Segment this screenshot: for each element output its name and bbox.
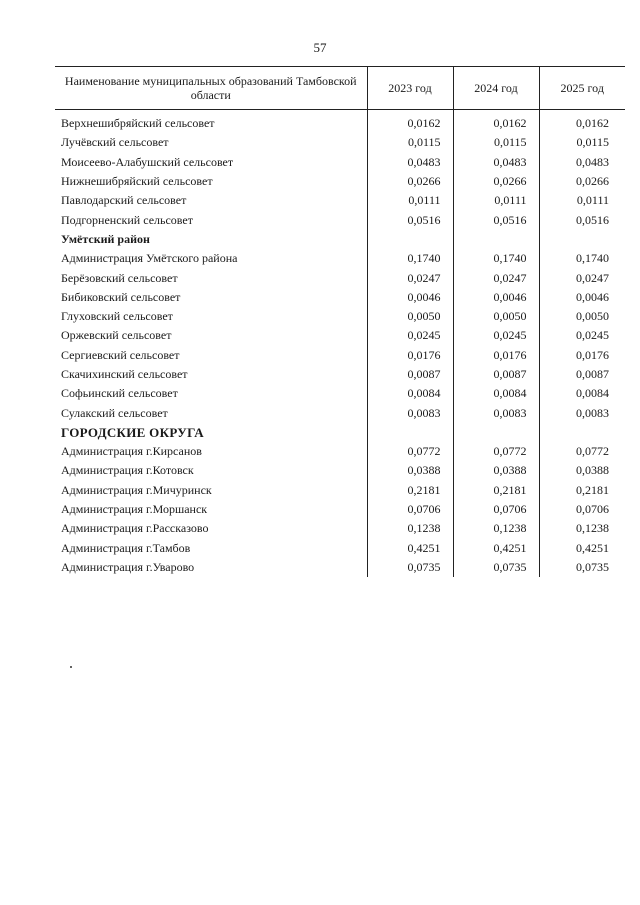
table-row bbox=[55, 442, 625, 461]
row-name: Администрация г.Рассказово bbox=[61, 521, 209, 536]
value-2023: 0,1238 bbox=[367, 519, 453, 538]
row-name: Администрация г.Мичуринск bbox=[61, 482, 212, 497]
value-2024: 0,0735 bbox=[453, 558, 539, 577]
row-name: Оржевский сельсовет bbox=[61, 328, 172, 343]
value-2025 bbox=[539, 230, 625, 249]
row-name: Администрация г.Моршанск bbox=[61, 502, 208, 517]
value-2024: 0,4251 bbox=[453, 539, 539, 558]
value-2023: 0,1740 bbox=[367, 249, 453, 268]
row-name: Бибиковский сельсовет bbox=[61, 289, 181, 304]
row-name: Администрация г.Тамбов bbox=[61, 540, 191, 555]
value-2025: 0,0046 bbox=[539, 288, 625, 307]
value-2023: 0,0706 bbox=[367, 500, 453, 519]
header-2025: 2025 год bbox=[539, 67, 625, 110]
value-2023: 0,0266 bbox=[367, 172, 453, 191]
table-row bbox=[55, 288, 625, 307]
value-2023: 0,0245 bbox=[367, 326, 453, 345]
value-2025: 0,0087 bbox=[539, 365, 625, 384]
value-2024: 0,0483 bbox=[453, 153, 539, 172]
value-2025: 0,0483 bbox=[539, 153, 625, 172]
table-row bbox=[55, 365, 625, 384]
header-name: Наименование муниципальных образований Тамбовской области bbox=[55, 67, 367, 110]
row-name: Софьинский сельсовет bbox=[61, 386, 178, 401]
section-row bbox=[55, 230, 625, 249]
value-2025: 0,0115 bbox=[539, 133, 625, 152]
table-row bbox=[55, 384, 625, 403]
table-row bbox=[55, 500, 625, 519]
value-2024: 0,0050 bbox=[453, 307, 539, 326]
value-2023: 0,2181 bbox=[367, 481, 453, 500]
value-2023: 0,4251 bbox=[367, 539, 453, 558]
value-2025: 0,4251 bbox=[539, 539, 625, 558]
table-row bbox=[55, 519, 625, 538]
value-2025 bbox=[539, 423, 625, 442]
row-name: Администрация г.Котовск bbox=[61, 463, 194, 478]
row-name: Моисеево-Алабушский сельсовет bbox=[61, 154, 234, 169]
table-row bbox=[55, 153, 625, 172]
row-name: Подгорненский сельсовет bbox=[61, 212, 193, 227]
value-2025: 0,2181 bbox=[539, 481, 625, 500]
value-2023: 0,0735 bbox=[367, 558, 453, 577]
value-2024: 0,0706 bbox=[453, 500, 539, 519]
value-2025: 0,0111 bbox=[539, 191, 625, 210]
value-2024: 0,0772 bbox=[453, 442, 539, 461]
value-2025: 0,0706 bbox=[539, 500, 625, 519]
value-2024: 0,1238 bbox=[453, 519, 539, 538]
value-2024 bbox=[453, 423, 539, 442]
value-2024: 0,0247 bbox=[453, 268, 539, 287]
value-2025: 0,0245 bbox=[539, 326, 625, 345]
value-2024: 0,0083 bbox=[453, 403, 539, 422]
table-row bbox=[55, 307, 625, 326]
table-row bbox=[55, 110, 625, 134]
value-2024 bbox=[453, 230, 539, 249]
table-row bbox=[55, 539, 625, 558]
scan-speck bbox=[70, 666, 72, 668]
value-2024: 0,0245 bbox=[453, 326, 539, 345]
value-2024: 0,0084 bbox=[453, 384, 539, 403]
row-name: Сулакский сельсовет bbox=[61, 405, 168, 420]
value-2025: 0,0176 bbox=[539, 346, 625, 365]
row-name: Администрация г.Уварово bbox=[61, 559, 195, 574]
value-2025: 0,0162 bbox=[539, 110, 625, 134]
row-name: Лучёвский сельсовет bbox=[61, 135, 169, 150]
value-2023: 0,0083 bbox=[367, 403, 453, 422]
value-2023: 0,0772 bbox=[367, 442, 453, 461]
table-row bbox=[55, 346, 625, 365]
value-2025: 0,0735 bbox=[539, 558, 625, 577]
value-2023: 0,0483 bbox=[367, 153, 453, 172]
table-row bbox=[55, 481, 625, 500]
value-2023: 0,0050 bbox=[367, 307, 453, 326]
table-row bbox=[55, 326, 625, 345]
value-2023: 0,0516 bbox=[367, 210, 453, 229]
table-row bbox=[55, 172, 625, 191]
value-2024: 0,0087 bbox=[453, 365, 539, 384]
page-number: 57 bbox=[313, 40, 327, 55]
table-row bbox=[55, 249, 625, 268]
value-2025: 0,0050 bbox=[539, 307, 625, 326]
value-2023: 0,0084 bbox=[367, 384, 453, 403]
value-2023: 0,0176 bbox=[367, 346, 453, 365]
table-row bbox=[55, 210, 625, 229]
value-2025: 0,0247 bbox=[539, 268, 625, 287]
value-2024: 0,0115 bbox=[453, 133, 539, 152]
row-name: Нижнешибряйский сельсовет bbox=[61, 174, 213, 189]
row-name: Сергиевский сельсовет bbox=[61, 347, 180, 362]
table-header-row bbox=[55, 67, 625, 110]
section-title: ГОРОДСКИЕ ОКРУГА bbox=[61, 424, 204, 440]
section-row bbox=[55, 423, 625, 442]
value-2025: 0,1238 bbox=[539, 519, 625, 538]
value-2023: 0,0162 bbox=[367, 110, 453, 134]
value-2025: 0,0772 bbox=[539, 442, 625, 461]
value-2023: 0,0046 bbox=[367, 288, 453, 307]
row-name: Берёзовский сельсовет bbox=[61, 270, 178, 285]
value-2024: 0,0266 bbox=[453, 172, 539, 191]
row-name: Скачихинский сельсовет bbox=[61, 367, 188, 381]
value-2024: 0,0162 bbox=[453, 110, 539, 134]
row-name: Верхнешибряйский сельсовет bbox=[61, 116, 215, 131]
row-name: Глуховский сельсовет bbox=[61, 309, 173, 324]
row-name: Администрация Умётского района bbox=[61, 251, 238, 266]
table-row bbox=[55, 191, 625, 210]
value-2024: 0,0388 bbox=[453, 461, 539, 480]
table-row bbox=[55, 403, 625, 422]
table-row bbox=[55, 268, 625, 287]
table-row bbox=[55, 558, 625, 577]
value-2023: 0,0115 bbox=[367, 133, 453, 152]
value-2025: 0,0388 bbox=[539, 461, 625, 480]
value-2025: 0,0083 bbox=[539, 403, 625, 422]
table-row bbox=[55, 133, 625, 152]
value-2024: 0,0176 bbox=[453, 346, 539, 365]
value-2023: 0,0247 bbox=[367, 268, 453, 287]
value-2023: 0,0388 bbox=[367, 461, 453, 480]
value-2023 bbox=[367, 423, 453, 442]
section-title: Умётский район bbox=[61, 231, 150, 246]
value-2025: 0,0266 bbox=[539, 172, 625, 191]
table-row bbox=[55, 461, 625, 480]
value-2025: 0,0084 bbox=[539, 384, 625, 403]
value-2024: 0,0516 bbox=[453, 210, 539, 229]
value-2025: 0,1740 bbox=[539, 249, 625, 268]
header-2024: 2024 год bbox=[453, 67, 539, 110]
value-2024: 0,2181 bbox=[453, 481, 539, 500]
row-name: Павлодарский сельсовет bbox=[61, 193, 187, 208]
value-2024: 0,1740 bbox=[453, 249, 539, 268]
data-table bbox=[55, 66, 625, 577]
value-2023 bbox=[367, 230, 453, 249]
row-name: Администрация г.Кирсанов bbox=[61, 444, 202, 459]
header-2023: 2023 год bbox=[367, 67, 453, 110]
value-2024: 0,0111 bbox=[453, 191, 539, 210]
value-2023: 0,0111 bbox=[367, 191, 453, 210]
value-2025: 0,0516 bbox=[539, 210, 625, 229]
value-2023: 0,0087 bbox=[367, 365, 453, 384]
value-2024: 0,0046 bbox=[453, 288, 539, 307]
